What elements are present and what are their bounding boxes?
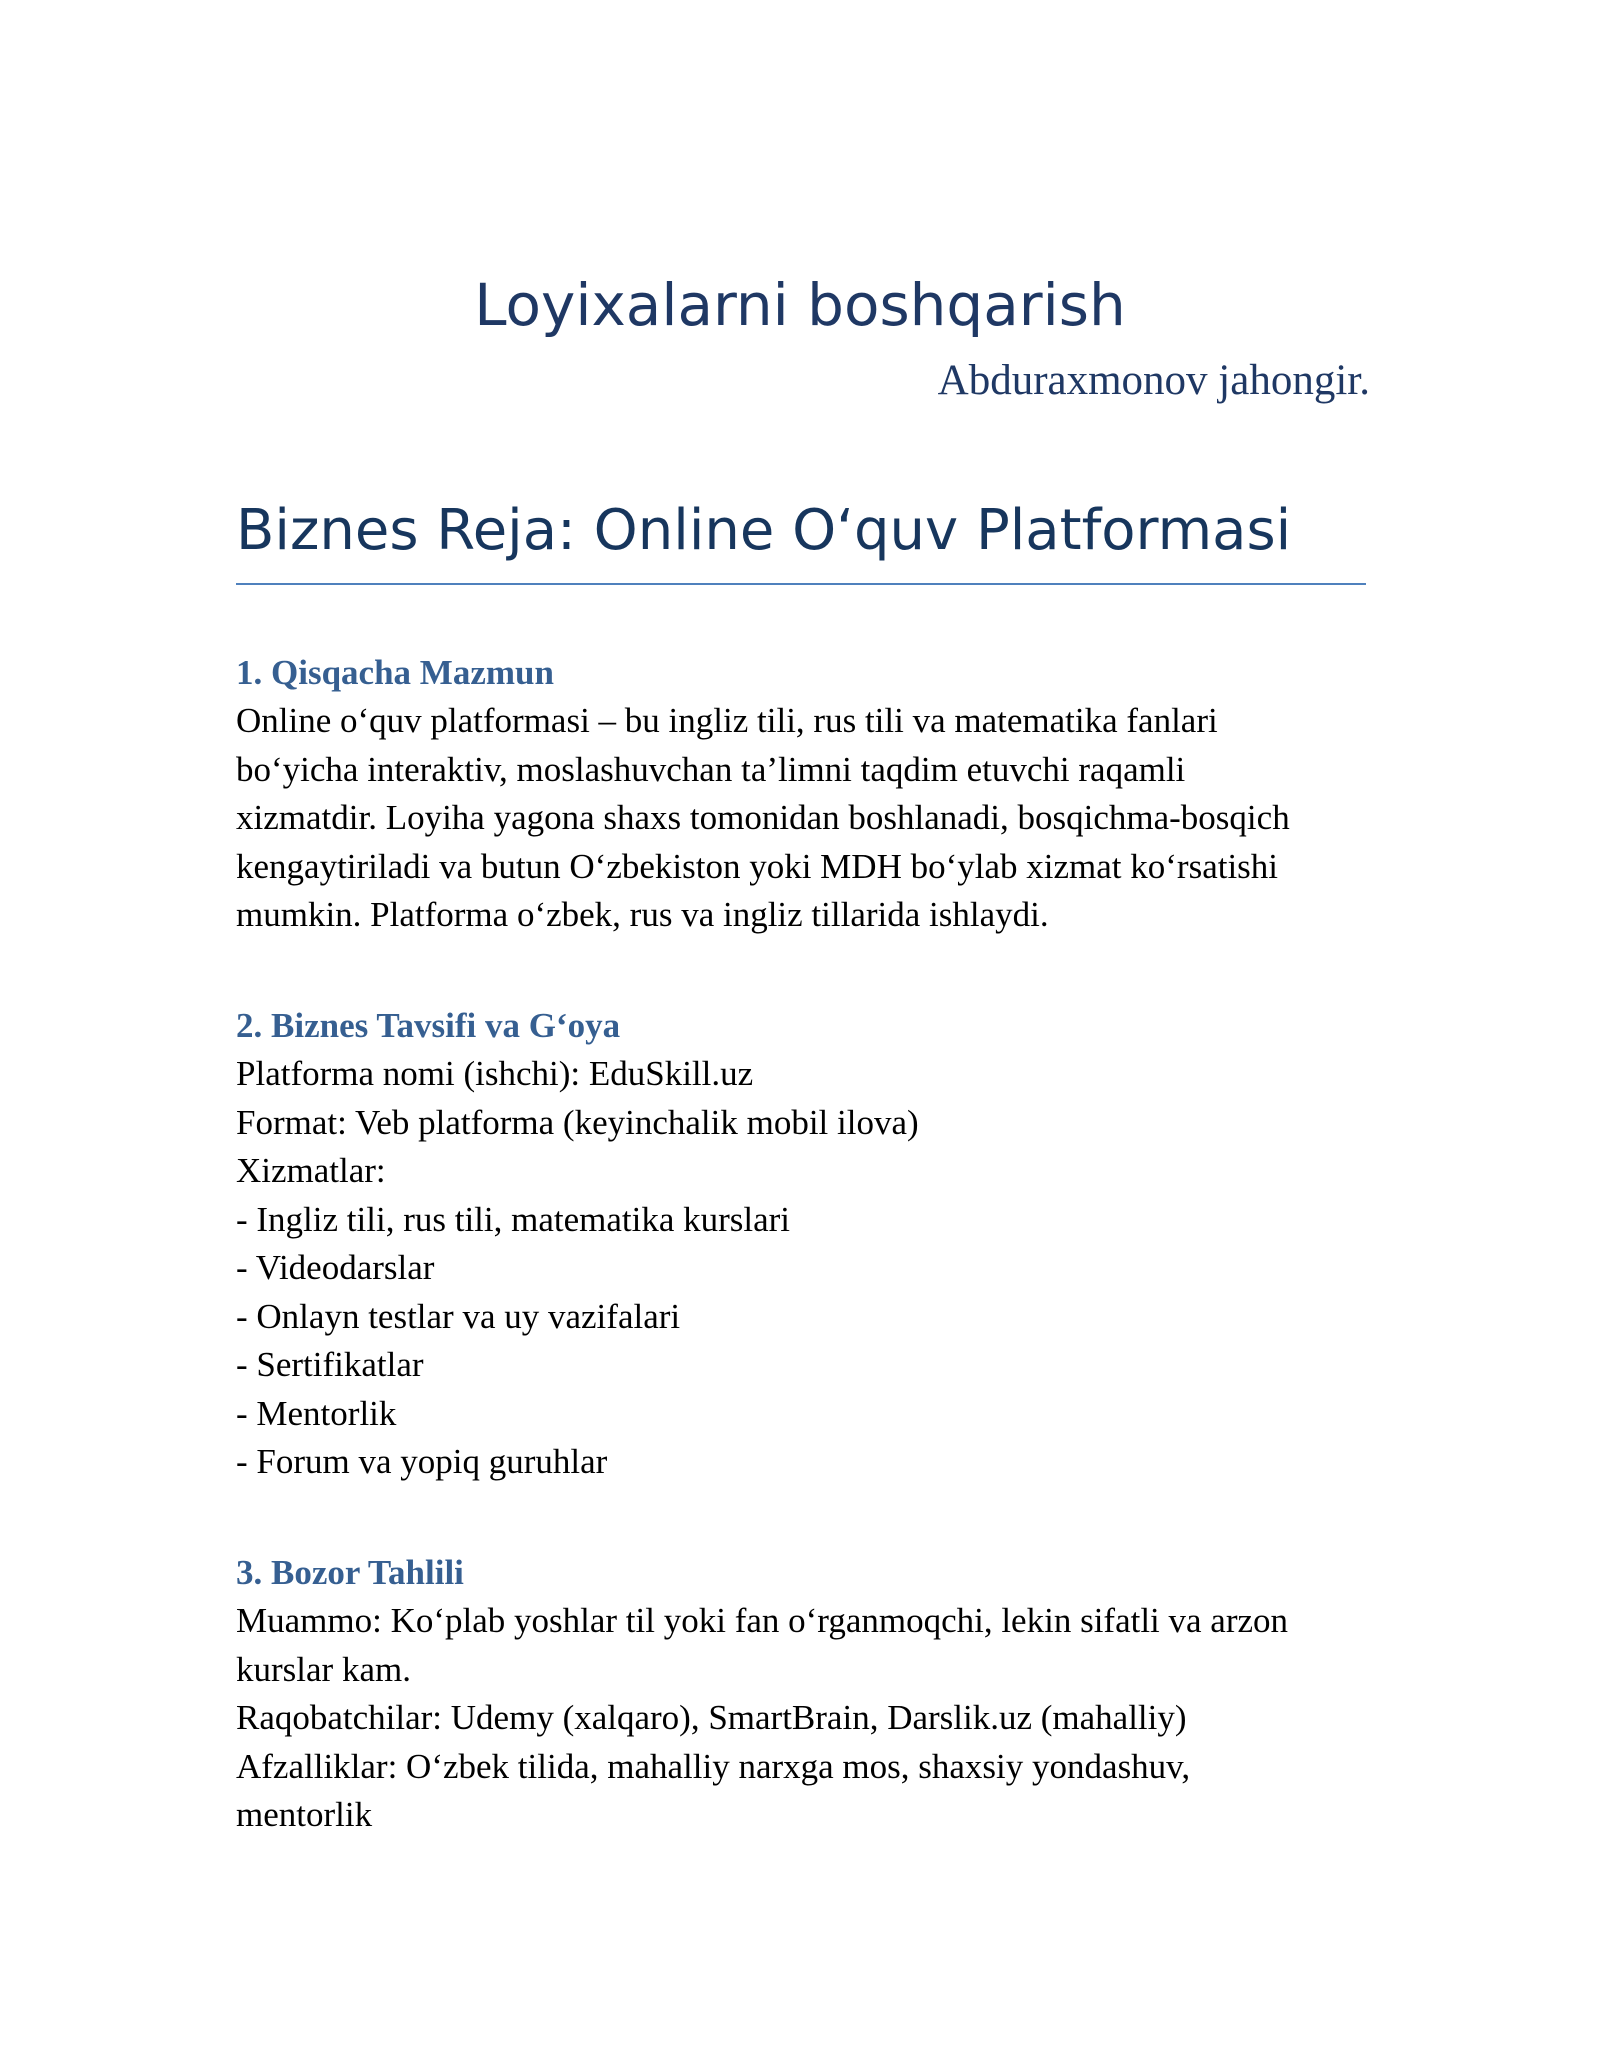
paragraph-line: Muammo: Ko‘plab yoshlar til yoki fan o‘rganmoqchi, lekin sifatli va arzon	[236, 1601, 1289, 1640]
competitors-line: Raqobatchilar: Udemy (xalqaro), SmartBrain, Darslik.uz (mahalliy)	[236, 1698, 1187, 1737]
platform-name-line: Platforma nomi (ishchi): EduSkill.uz	[236, 1054, 754, 1093]
list-item: - Ingliz tili, rus tili, matematika kurslari	[236, 1199, 791, 1239]
list-item: - Onlayn testlar va uy vazifalari	[236, 1296, 681, 1336]
paragraph-line: kengaytiriladi va butun O‘zbekiston yoki MDH bo‘ylab xizmat ko‘rsatishi	[236, 846, 1279, 886]
paragraph-line: mentorlik	[236, 1795, 373, 1834]
section-heading: 1. Qisqacha Mazmun	[236, 653, 554, 692]
section-heading: 2. Biznes Tavsifi va G‘oya	[236, 1006, 621, 1045]
paragraph-line: mumkin. Platforma o‘zbek, rus va ingliz tillarida ishlaydi.	[236, 895, 1049, 934]
format-line: Format: Veb platforma (keyinchalik mobil ilova)	[236, 1102, 919, 1142]
title-underline-rule	[236, 583, 1366, 585]
paragraph-line: xizmatdir. Loyiha yagona shaxs tomonidan boshlanadi, bosqichma-bosqich	[236, 798, 1290, 837]
paragraph-line: kurslar kam.	[236, 1649, 411, 1689]
main-title: Biznes Reja: Online O‘quv Platformasi	[236, 498, 1292, 563]
section-summary	[236, 649, 1376, 940]
paragraph-line: Online o‘quv platformasi – bu ingliz tili, rus tili va matematika fanlari	[236, 701, 1218, 740]
section-market-analysis	[236, 1549, 1376, 1840]
document-title: Loyixalarni boshqarish	[474, 271, 1126, 339]
list-item: - Forum va yopiq guruhlar	[236, 1442, 608, 1481]
list-item: - Sertifikatlar	[236, 1345, 424, 1384]
author-name: Abduraxmonov jahongir.	[937, 357, 1370, 404]
list-item: - Mentorlik	[236, 1393, 397, 1433]
services-label: Xizmatlar:	[236, 1151, 386, 1190]
paragraph-line: bo‘yicha interaktiv, moslashuvchan ta’limni taqdim etuvchi raqamli	[236, 749, 1186, 789]
advantages-line: Afzalliklar: O‘zbek tilida, mahalliy narxga mos, shaxsiy yondashuv,	[236, 1746, 1191, 1786]
list-item: - Videodarslar	[236, 1248, 435, 1287]
section-business-description	[236, 1002, 1376, 1487]
section-heading: 3. Bozor Tahlili	[236, 1553, 464, 1592]
